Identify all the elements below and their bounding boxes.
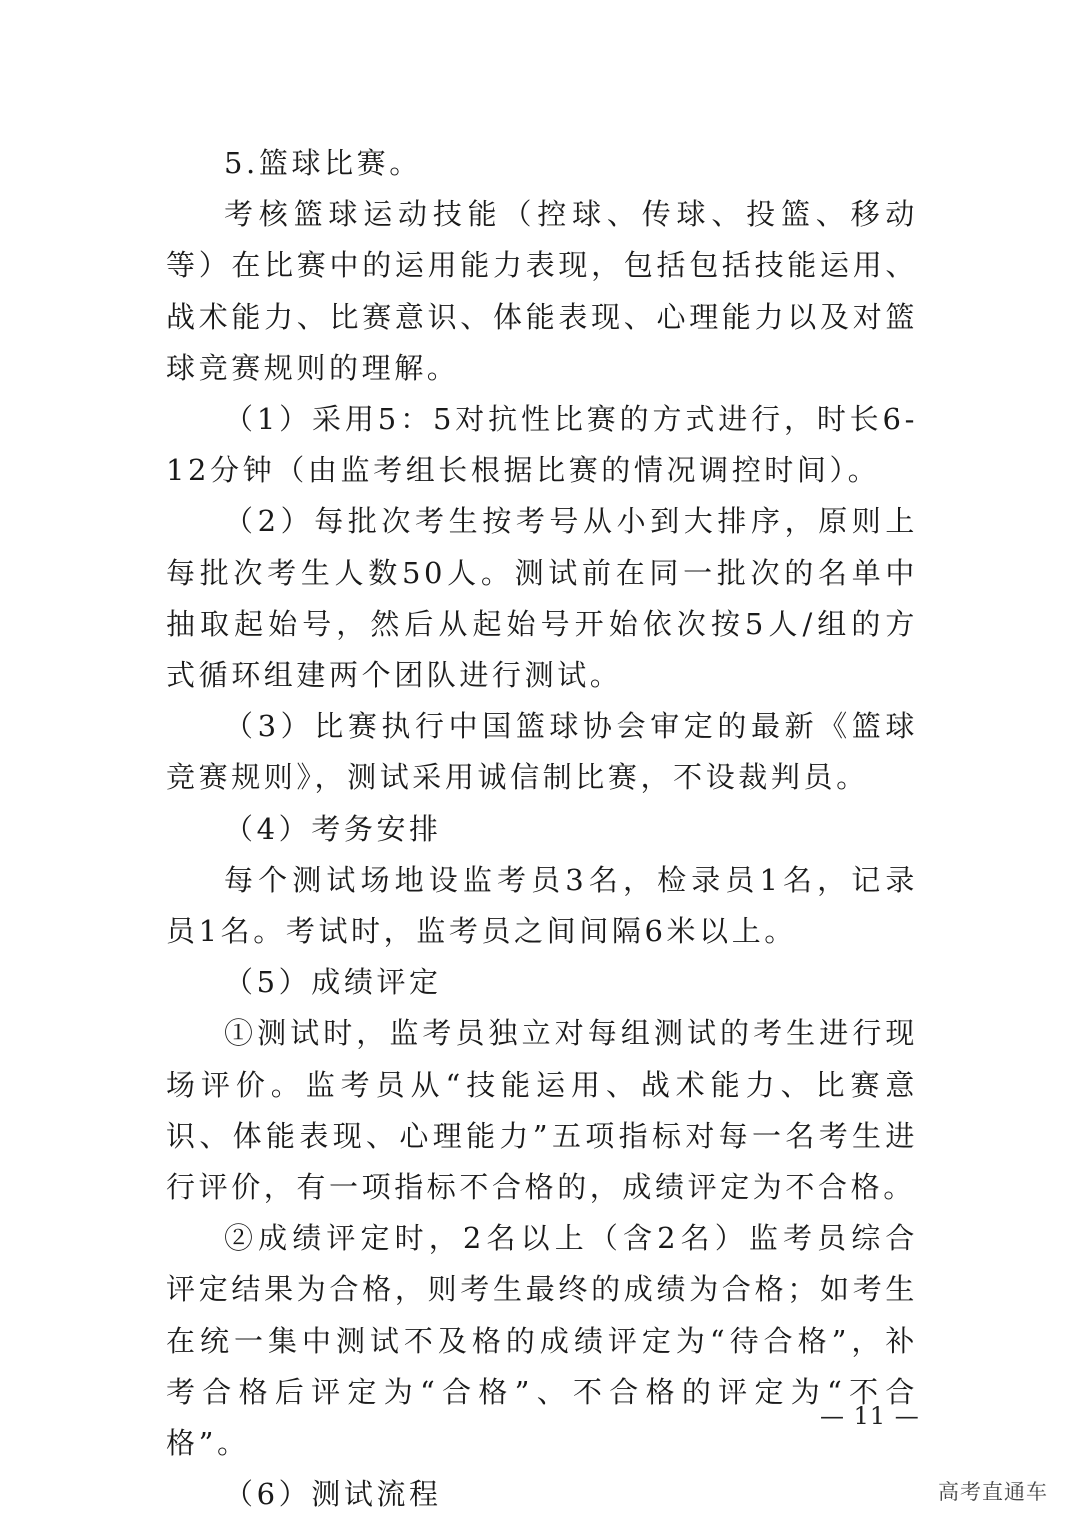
paragraph-item-1-match-format: （1）采用5：5对抗性比赛的方式进行，时长6-12分钟（由监考组长根据比赛的情况调控时间）。 bbox=[166, 402, 918, 488]
paragraph-item-3-rules: （3）比赛执行中国篮球协会审定的最新《篮球竞赛规则》，测试采用诚信制比赛，不设裁判员。 bbox=[166, 709, 918, 795]
section-heading-basketball: 5.篮球比赛。 bbox=[224, 146, 422, 180]
subheading-item-6-test-process: （6）测试流程 bbox=[224, 1477, 442, 1512]
paragraph-staffing: 每个测试场地设监考员3名，检录员1名，记录员1名。考试时，监考员之间间隔6米以上。 bbox=[166, 862, 918, 949]
subheading-item-4-exam-affairs: （4）考务安排 bbox=[224, 811, 442, 846]
paragraph-assessment-scope: 考核篮球运动技能（控球、传球、投篮、移动等）在比赛中的运用能力表现，包括包括技能运用、战术能力、比赛意识、体能表现、心理能力以及对篮球竞赛规则的理解。 bbox=[166, 197, 918, 385]
subheading-item-5-scoring: （5）成绩评定 bbox=[224, 965, 442, 1000]
page-number: — 11 — bbox=[820, 1402, 920, 1430]
watermark: 高考直通车 bbox=[938, 1480, 1048, 1504]
document-body bbox=[166, 138, 918, 1520]
paragraph-item-2-grouping: （2）每批次考生按考号从小到大排序，原则上每批次考生人数50人。测试前在同一批次的名单中抽取起始号，然后从起始号开始依次按5人/组的方式循环组建两个团队进行测试。 bbox=[166, 504, 918, 693]
paragraph-scoring-rule-1: ①测试时，监考员独立对每组测试的考生进行现场评价。监考员从“技能运用、战术能力、比赛意识、体能表现、心理能力”五项指标对每一名考生进行评价，有一项指标不合格的，成绩评定为不合格。 bbox=[166, 1016, 918, 1205]
paragraph-scoring-rule-2: ②成绩评定时，2名以上（含2名）监考员综合评定结果为合格，则考生最终的成绩为合格；如考生在统一集中测试不及格的成绩评定为“待合格”，补考合格后评定为“合格”、不合格的评定为“不合格”。 bbox=[166, 1221, 918, 1461]
